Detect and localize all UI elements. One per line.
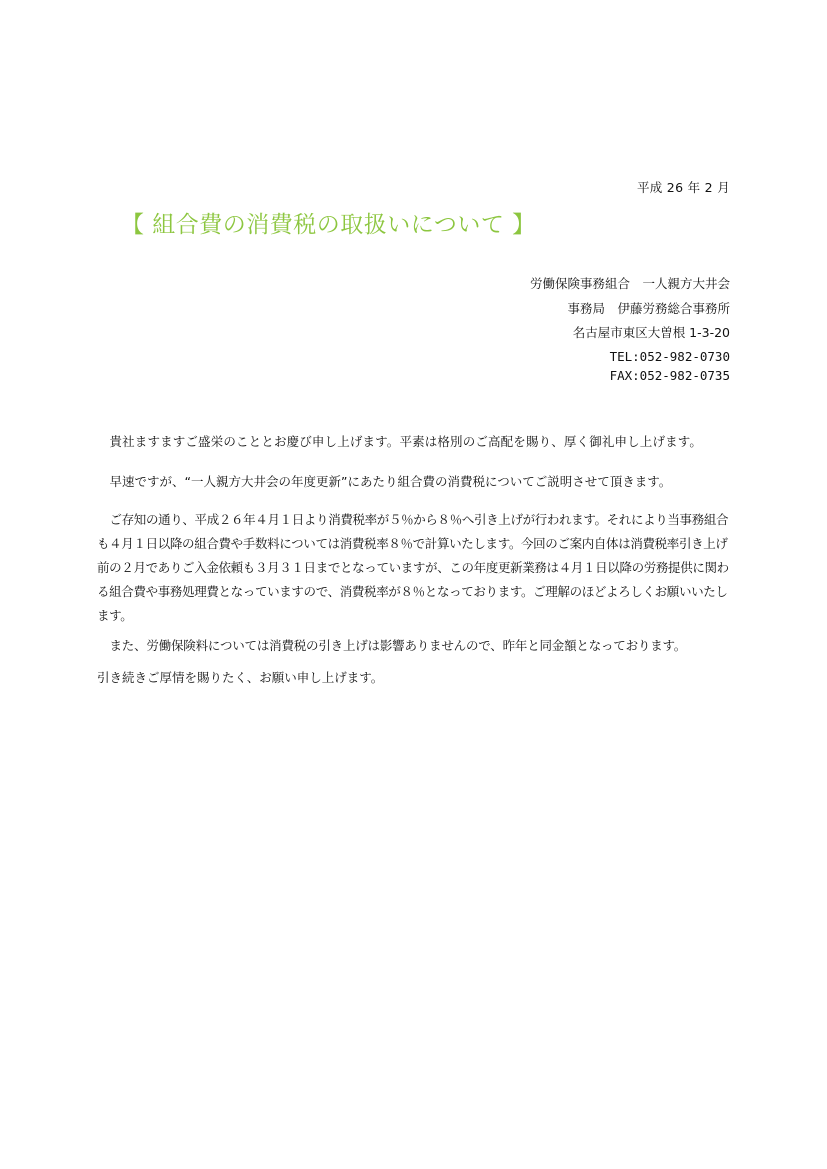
sender-block (530, 272, 730, 384)
paragraph-closing: 引き続きご厚情を賜りたく、お願い申し上げます。 (97, 670, 384, 685)
paragraph-intro: 早速ですが、“一人親方大井会の年度更新”にあたり組合費の消費税についてご説明させて頂きます。 (109, 474, 672, 489)
paragraph-tax-explanation: ご存知の通り、平成２６年４月１日より消費税率が５％から８％へ引き上げが行われます。それにより当事務組合も４月１日以降の組合費や手数料については消費税率８％で計算いたします。今回のご案内自体は消費税率引き上げ前の２月でありご入金依頼も３月３１日までとなっていますが、この年度更新業務は４月１日以降の労務提供に関わる組合費や事務処理費となっていますので、消費税率が８％となっております。ご理解のほどよろしくお願いいたします。 (97, 512, 729, 623)
document-date: 平成 26 年 2 月 (636, 180, 730, 195)
paragraph-greeting: 貴社ますますご盛栄のこととお慶び申し上げます。平素は格別のご高配を賜り、厚く御礼申し上げます。 (109, 434, 703, 449)
sender-tel: TEL:052-982-0730 (609, 348, 730, 364)
sender-office: 事務局 伊藤労務総合事務所 (567, 300, 730, 316)
document-body (97, 428, 733, 690)
sender-fax: FAX:052-982-0735 (609, 367, 730, 383)
sender-organization: 労働保険事務組合 一人親方大井会 (529, 276, 730, 291)
document-title: 【 組合費の消費税の取扱いについて 】 (121, 212, 536, 238)
paragraph-insurance-note: また、労働保険料については消費税の引き上げは影響ありませんので、昨年と同金額となっております。 (109, 638, 687, 653)
sender-address: 名古屋市東区大曽根 1-3-20 (572, 325, 730, 340)
